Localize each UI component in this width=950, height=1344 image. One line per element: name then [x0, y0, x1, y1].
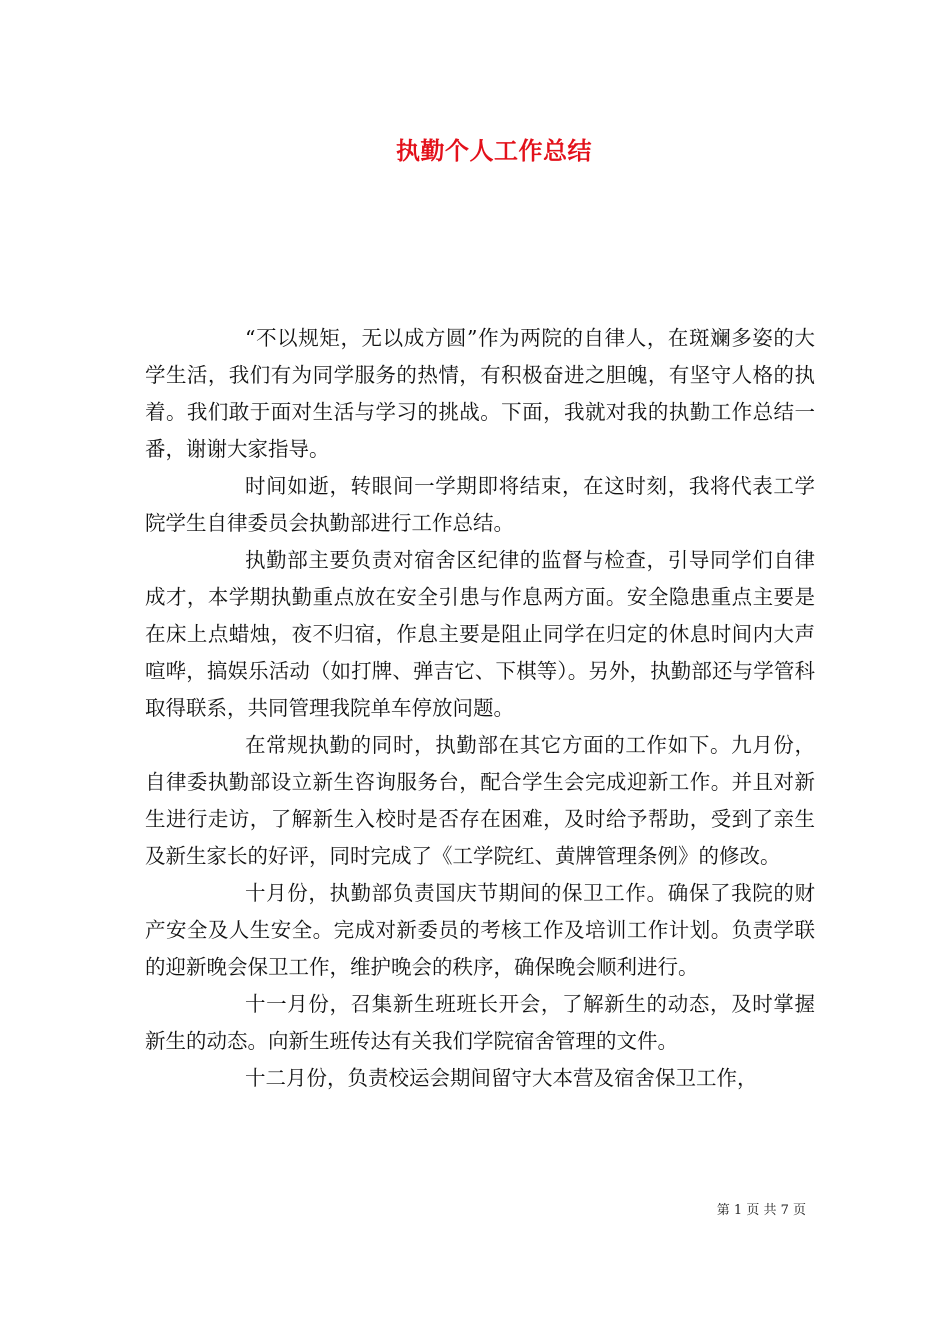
- paragraph-december: 十二月份，负责校运会期间留守大本营及宿舍保卫工作，: [245, 1066, 758, 1090]
- paragraph-september: 在常规执勤的同时，执勤部在其它方面的工作如下。九月份，自律委执勤部设立新生咨询服务台，配合学生会完成迎新工作。并且对新生进行走访，了解新生入校时是否存在困难，及时给予帮助，受到了亲生及新生家长的好评，同时完成了《工学院红、黄牌管理条例》的修改。: [145, 733, 815, 868]
- document-body: [145, 320, 815, 1097]
- paragraph-duties: 执勤部主要负责对宿舍区纪律的监督与检查，引导同学们自律成才，本学期执勤重点放在安全引患与作息两方面。安全隐患重点主要是在床上点蜡烛，夜不归宿，作息主要是阻止同学在归定的休息时间内大声喧哗，搞娱乐活动（如打牌、弹吉它、下棋等）。另外，执勤部还与学管科取得联系，共同管理我院单车停放问题。: [145, 548, 815, 720]
- paragraph-october: 十月份，执勤部负责国庆节期间的保卫工作。确保了我院的财产安全及人生安全。完成对新委员的考核工作及培训工作计划。负责学联的迎新晚会保卫工作，维护晚会的秩序，确保晚会顺利进行。: [145, 881, 815, 979]
- page-number: 第 1 页 共 7 页: [716, 1203, 806, 1218]
- document-title: 执勤个人工作总结: [396, 136, 592, 165]
- paragraph-intro: “不以规矩，无以成方圆”作为两院的自律人，在斑斓多姿的大学生活，我们有为同学服务的热情，有积极奋进之胆魄，有坚守人格的执着。我们敢于面对生活与学习的挑战。下面，我就对我的执勤工作总结一番，谢谢大家指导。: [145, 326, 815, 461]
- paragraph-november: 十一月份，召集新生班班长开会，了解新生的动态，及时掌握新生的动态。向新生班传达有关我们学院宿舍管理的文件。: [145, 992, 815, 1053]
- paragraph-time: 时间如逝，转眼间一学期即将结束，在这时刻，我将代表工学院学生自律委员会执勤部进行工作总结。: [145, 474, 815, 535]
